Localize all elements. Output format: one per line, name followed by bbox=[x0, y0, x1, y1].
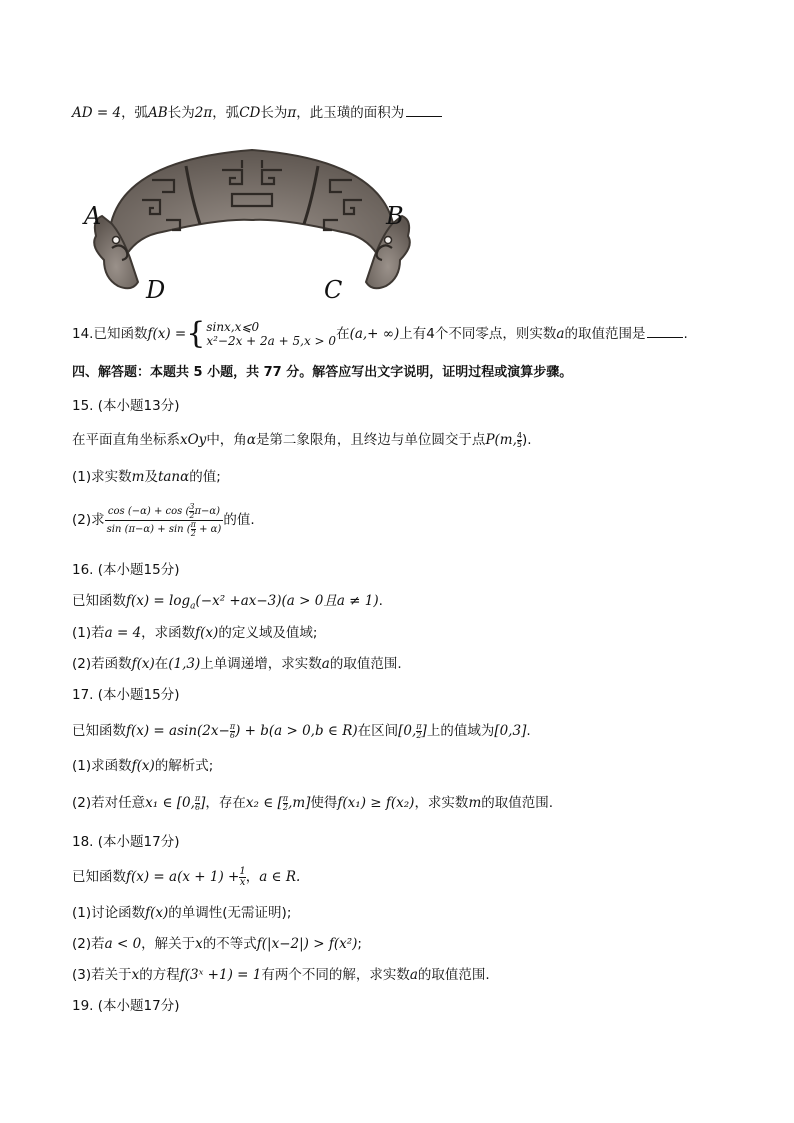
q18-p2-c: 的不等式 bbox=[202, 936, 257, 952]
q17-p2-d: ，求实数 bbox=[414, 795, 469, 811]
q18-stem-b: ， bbox=[245, 869, 260, 885]
q13-tail: ，此玉璜的面积为 bbox=[296, 105, 405, 121]
q14-fx: f(x) = bbox=[147, 326, 187, 342]
q18-p2-a: (2)若 bbox=[72, 936, 105, 952]
q15-frac-den-end: + α) bbox=[195, 523, 222, 535]
q17-p2-c: 使得 bbox=[310, 795, 338, 811]
q14-period: . bbox=[683, 326, 688, 342]
q17-part1 bbox=[72, 757, 213, 775]
q15-stem bbox=[72, 427, 532, 453]
q13-sep1: ，弧 bbox=[121, 105, 149, 121]
q14-answer-blank bbox=[647, 325, 683, 338]
q13-pi: π bbox=[287, 105, 297, 121]
q17-x2-end: ,m] bbox=[288, 795, 311, 811]
q16-fx3: f(x) bbox=[131, 656, 155, 672]
q17-stem-c: 上的值域为 bbox=[426, 723, 495, 739]
q17-x2-num: π bbox=[282, 793, 289, 803]
q14-case1: sinx,x⩽0 bbox=[206, 320, 260, 334]
q18-part1 bbox=[72, 904, 291, 922]
q17-m: m bbox=[468, 795, 482, 811]
q17-stem-b: 在区间 bbox=[357, 723, 399, 739]
q18-fx: f(x) = a(x + 1) + bbox=[126, 869, 240, 885]
q16-p2-c: 上单调递增，求实数 bbox=[200, 656, 322, 672]
q17-p2-b: ，存在 bbox=[205, 795, 246, 811]
q17-x2: x₂ ∈ [ bbox=[245, 795, 283, 811]
q14-brace: { bbox=[186, 316, 206, 351]
q17-x1-num: π bbox=[194, 793, 201, 803]
q15-alpha: α bbox=[246, 432, 256, 448]
jade-hole-right bbox=[385, 237, 392, 244]
label-b: B bbox=[386, 202, 404, 230]
q15-frac-num-end: π−α) bbox=[194, 505, 221, 517]
q17-x1-end: ] bbox=[200, 795, 206, 811]
q16-p1-b: ，求函数 bbox=[141, 625, 196, 641]
q17-part2 bbox=[72, 788, 553, 818]
q17-k-den: 6 bbox=[229, 730, 235, 740]
q17-p1-a: (1)求函数 bbox=[72, 758, 132, 774]
q15-head: 15. (本小题13分) bbox=[72, 398, 180, 414]
q16-log-base: a bbox=[190, 601, 196, 612]
q18-eq: f(3ˣ +1) = 1 bbox=[179, 967, 262, 983]
q16-p1-c: 的定义域及值域; bbox=[218, 625, 318, 641]
q15-xoy: xOy bbox=[180, 432, 207, 448]
q13-t1: 长为 bbox=[167, 105, 195, 121]
q17-fx2: f(x) bbox=[131, 758, 155, 774]
q13-ad: AD = 4 bbox=[72, 105, 122, 121]
q15-stem-b: 中，角 bbox=[206, 432, 247, 448]
q15-stem-c: 是第二象限角，且终边与单位圆交于点 bbox=[255, 432, 486, 448]
q17-k-num: π bbox=[229, 721, 236, 731]
q15-frac-num bbox=[105, 503, 224, 521]
q14-end: 的取值范围是 bbox=[564, 326, 646, 342]
q15-p-end: ). bbox=[521, 432, 532, 448]
q17-p1-b: 的解析式; bbox=[154, 758, 214, 774]
q14-cases bbox=[206, 320, 336, 348]
q17-p2-a: (2)若对任意 bbox=[72, 795, 146, 811]
section-4-heading: 四、解答题：本题共 5 小题，共 77 分。解答应写出文字说明，证明过程或演算步骤。 bbox=[72, 365, 573, 380]
q18-f-num: 1 bbox=[239, 865, 246, 877]
q13-cd: CD bbox=[239, 105, 261, 121]
q16-fx2: f(x) bbox=[195, 625, 219, 641]
q17-int-den: 2 bbox=[416, 730, 422, 740]
q15-p1-a: (1)求实数 bbox=[72, 469, 132, 485]
q13-twopi: 2π bbox=[194, 105, 213, 121]
q15-p2-a: (2)求 bbox=[72, 512, 105, 528]
q14-tail: 上有4个不同零点，则实数 bbox=[399, 326, 557, 342]
q18-p3-a: (3)若关于 bbox=[72, 967, 132, 983]
q14-interval: (a,+ ∞) bbox=[349, 326, 400, 342]
q18-stem-a: 已知函数 bbox=[72, 869, 126, 885]
q17-head: 17. (本小题15分) bbox=[72, 687, 180, 703]
label-d: D bbox=[146, 276, 166, 304]
q19-head: 19. (本小题17分) bbox=[72, 998, 180, 1014]
q17-expr2: ) + b(a > 0,b ∈ R) bbox=[235, 723, 358, 739]
q15-frac-num-a: cos (−α) + cos ( bbox=[107, 505, 190, 517]
q15-frac-num-k-n: 3 bbox=[189, 501, 195, 511]
q16-fx: f(x) = log bbox=[126, 593, 191, 609]
label-a: A bbox=[84, 202, 102, 230]
q18-p1-b: 的单调性(无需证明); bbox=[168, 905, 292, 921]
q15-stem-a: 在平面直角坐标系 bbox=[72, 432, 180, 448]
q15-part2 bbox=[72, 500, 255, 540]
q18-p3-d: 的取值范围. bbox=[417, 967, 490, 983]
q15-p2-b: 的值. bbox=[223, 512, 255, 528]
q17-x1-den: 6 bbox=[194, 802, 201, 812]
q15-frac-den-k-n: π bbox=[190, 519, 196, 529]
q16-p2-b: 在 bbox=[154, 656, 169, 672]
jade-hole-left bbox=[113, 237, 120, 244]
q18-ineq: f(|x−2|) > f(x²) bbox=[256, 936, 358, 952]
q17-ineq: f(x₁) ≥ f(x₂) bbox=[337, 795, 415, 811]
q16-stem-a: 已知函数 bbox=[72, 593, 126, 609]
q13-answer-blank bbox=[406, 104, 442, 117]
q15-frac-den-a: sin (π−α) + sin ( bbox=[106, 523, 191, 535]
q16-expr: (−x² +ax−3)(a > 0且a ≠ 1) bbox=[195, 593, 379, 609]
q18-stem bbox=[72, 862, 300, 892]
q18-part3 bbox=[72, 966, 490, 984]
q15-p-num: 4 bbox=[516, 430, 522, 440]
q15-m: m bbox=[131, 469, 145, 485]
q13-line bbox=[72, 104, 442, 122]
q16-int: (1,3) bbox=[168, 656, 201, 672]
label-c: C bbox=[324, 276, 343, 304]
q16-part1 bbox=[72, 624, 317, 642]
q18-p2-d: ; bbox=[357, 936, 362, 952]
q13-sep2: ，弧 bbox=[212, 105, 240, 121]
jade-pendant-image bbox=[82, 140, 422, 310]
q14-mid: 在 bbox=[336, 326, 350, 342]
q15-frac-den bbox=[105, 521, 224, 538]
q17-x2-den: 2 bbox=[282, 802, 288, 812]
q14-num: 14. bbox=[72, 326, 94, 342]
q16-head: 16. (本小题15分) bbox=[72, 562, 180, 578]
q14-lead: 已知函数 bbox=[93, 326, 148, 342]
q17-p2-e: 的取值范围. bbox=[481, 795, 554, 811]
q15-frac-num-k-d: 2 bbox=[189, 510, 195, 520]
q14-case2: x²−2x + 2a + 5,x > 0 bbox=[206, 334, 337, 348]
q16-a4: a = 4 bbox=[104, 625, 142, 641]
q18-p1-a: (1)讨论函数 bbox=[72, 905, 146, 921]
q14-a: a bbox=[556, 326, 565, 342]
q16-p2-d: 的取值范围. bbox=[329, 656, 402, 672]
jade-figure bbox=[82, 140, 422, 310]
q17-stem-end: . bbox=[526, 723, 531, 739]
q18-f-den: x bbox=[239, 876, 246, 888]
q18-ar: a ∈ R. bbox=[259, 869, 301, 885]
q17-range: [0,3] bbox=[494, 723, 527, 739]
q15-p-den: 5 bbox=[516, 439, 522, 449]
q15-fraction bbox=[105, 503, 224, 538]
q16-p1-a: (1)若 bbox=[72, 625, 105, 641]
q13-ab: AB bbox=[148, 105, 168, 121]
q17-fx: f(x) = asin(2x− bbox=[126, 723, 230, 739]
q15-frac-den-k-d: 2 bbox=[190, 528, 196, 538]
q15-point: P(m, bbox=[485, 432, 517, 448]
q15-p1-b: 及 bbox=[144, 469, 158, 485]
q18-p3-b: 的方程 bbox=[139, 967, 180, 983]
q16-stem bbox=[72, 592, 383, 616]
q17-stem bbox=[72, 716, 531, 746]
q18-head: 18. (本小题17分) bbox=[72, 834, 180, 850]
q18-fx2: f(x) bbox=[145, 905, 169, 921]
q15-tan: tanα bbox=[157, 469, 190, 485]
q17-stem-a: 已知函数 bbox=[72, 723, 126, 739]
q15-p1-c: 的值; bbox=[189, 469, 221, 485]
q16-p2-a: (2)若函数 bbox=[72, 656, 132, 672]
q16-stem-end: . bbox=[378, 593, 383, 609]
q16-part2 bbox=[72, 655, 402, 673]
q18-part2 bbox=[72, 935, 362, 953]
q18-alt: a < 0 bbox=[104, 936, 142, 952]
q17-int-a: [0, bbox=[398, 723, 417, 739]
q18-x3: x bbox=[131, 967, 140, 983]
q13-t2: 长为 bbox=[260, 105, 288, 121]
q18-p2-b: ，解关于 bbox=[141, 936, 196, 952]
q16-a: a bbox=[321, 656, 330, 672]
q15-part1 bbox=[72, 468, 221, 486]
q18-a: a bbox=[409, 967, 418, 983]
q14 bbox=[72, 318, 688, 350]
q17-int-b: ] bbox=[421, 723, 427, 739]
q17-int-num: π bbox=[416, 721, 422, 731]
q18-p3-c: 有两个不同的解，求实数 bbox=[261, 967, 410, 983]
q18-x: x bbox=[195, 936, 203, 952]
q17-x1: x₁ ∈ [0, bbox=[145, 795, 195, 811]
